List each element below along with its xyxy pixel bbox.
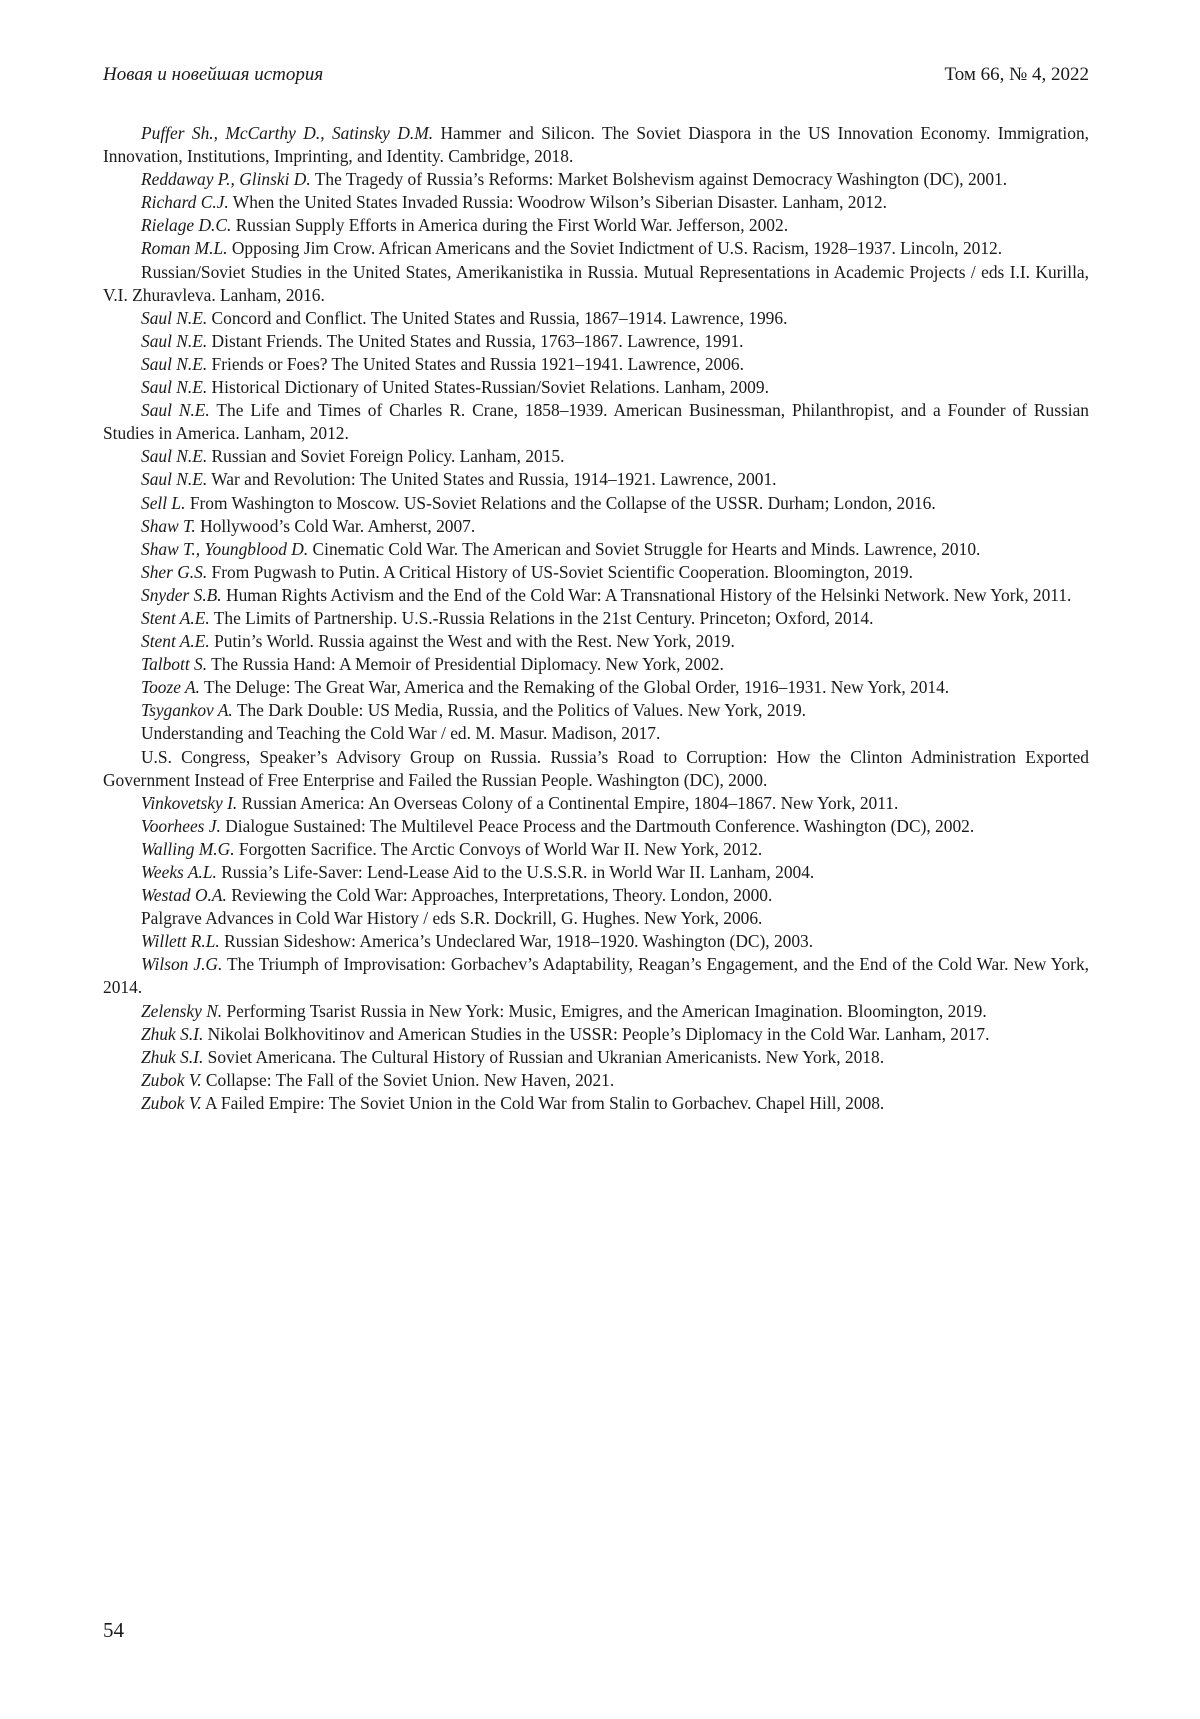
reference-text: The Tragedy of Russia’s Reforms: Market Bolshevism against Democracy Washington (DC), 2001. xyxy=(315,169,1007,189)
reference-author: Zubok V. xyxy=(141,1093,202,1113)
reference-text: Understanding and Teaching the Cold War / ed. M. Masur. Madison, 2017. xyxy=(141,723,660,743)
reference-text: Reviewing the Cold War: Approaches, Interpretations, Theory. London, 2000. xyxy=(231,885,772,905)
reference-author: Zhuk S.I. xyxy=(141,1047,203,1067)
reference-entry xyxy=(103,653,1089,676)
volume-info: Том 66, № 4, 2022 xyxy=(945,64,1089,86)
reference-entry xyxy=(103,838,1089,861)
reference-author: Zubok V. xyxy=(141,1070,202,1090)
reference-entry xyxy=(103,538,1089,561)
reference-author: Snyder S.B. xyxy=(141,585,222,605)
reference-author: Sell L. xyxy=(141,493,185,513)
reference-entry xyxy=(103,515,1089,538)
reference-entry xyxy=(103,815,1089,838)
reference-text: The Deluge: The Great War, America and the Remaking of the Global Order, 1916–1931. New York, 2014. xyxy=(204,677,949,697)
reference-author: Saul N.E. xyxy=(141,469,207,489)
reference-author: Vinkovetsky I. xyxy=(141,793,237,813)
journal-title: Новая и новейшая история xyxy=(103,64,323,86)
reference-entry xyxy=(103,399,1089,445)
reference-entry xyxy=(103,792,1089,815)
reference-entry xyxy=(103,746,1089,792)
reference-entry xyxy=(103,676,1089,699)
reference-entry xyxy=(103,722,1089,745)
reference-text: Performing Tsarist Russia in New York: Music, Emigres, and the American Imagination. Bloomington, 2019. xyxy=(227,1001,987,1021)
reference-text: Russian Supply Efforts in America during the First World War. Jefferson, 2002. xyxy=(236,215,788,235)
reference-entry xyxy=(103,607,1089,630)
reference-author: Stent A.E. xyxy=(141,631,210,651)
reference-text: Hollywood’s Cold War. Amherst, 2007. xyxy=(200,516,475,536)
reference-text: Collapse: The Fall of the Soviet Union. New Haven, 2021. xyxy=(206,1070,614,1090)
reference-entry xyxy=(103,237,1089,260)
reference-author: Saul N.E. xyxy=(141,446,207,466)
reference-text: The Dark Double: US Media, Russia, and the Politics of Values. New York, 2019. xyxy=(237,700,806,720)
reference-author: Willett R.L. xyxy=(141,931,220,951)
reference-text: Forgotten Sacrifice. The Arctic Convoys of World War II. New York, 2012. xyxy=(239,839,762,859)
reference-entry xyxy=(103,168,1089,191)
reference-author: Saul N.E. xyxy=(141,354,207,374)
reference-entry xyxy=(103,492,1089,515)
reference-text: Russian/Soviet Studies in the United States, Amerikanistika in Russia. Mutual Representations in Academic Projects / eds I.I. Kurilla, V.I. Zhuravleva. Lanham, 2016. xyxy=(103,262,1089,305)
reference-text: The Triumph of Improvisation: Gorbachev’s Adaptability, Reagan’s Engagement, and the End of the Cold War. New York, 2014. xyxy=(103,954,1089,997)
reference-entry xyxy=(103,699,1089,722)
reference-text: Historical Dictionary of United States-Russian/Soviet Relations. Lanham, 2009. xyxy=(212,377,769,397)
reference-author: Saul N.E. xyxy=(141,377,207,397)
reference-text: Russian and Soviet Foreign Policy. Lanham, 2015. xyxy=(212,446,565,466)
reference-entry xyxy=(103,330,1089,353)
reference-text: The Limits of Partnership. U.S.-Russia Relations in the 21st Century. Princeton; Oxford, 2014. xyxy=(214,608,874,628)
reference-author: Puffer Sh., McCarthy D., Satinsky D.M. xyxy=(141,123,433,143)
reference-list xyxy=(103,122,1089,1115)
reference-entry xyxy=(103,1092,1089,1115)
reference-text: A Failed Empire: The Soviet Union in the Cold War from Stalin to Gorbachev. Chapel Hill, 2008. xyxy=(205,1093,884,1113)
reference-text: War and Revolution: The United States and Russia, 1914–1921. Lawrence, 2001. xyxy=(211,469,776,489)
reference-text: Soviet Americana. The Cultural History of Russian and Ukranian Americanists. New York, 2018. xyxy=(208,1047,884,1067)
reference-author: Tooze A. xyxy=(141,677,200,697)
running-header xyxy=(103,64,1089,86)
reference-text: Russian Sideshow: America’s Undeclared War, 1918–1920. Washington (DC), 2003. xyxy=(224,931,813,951)
reference-author: Zelensky N. xyxy=(141,1001,222,1021)
reference-text: Cinematic Cold War. The American and Soviet Struggle for Hearts and Minds. Lawrence, 2010. xyxy=(313,539,981,559)
reference-author: Zhuk S.I. xyxy=(141,1024,203,1044)
reference-author: Reddaway P., Glinski D. xyxy=(141,169,311,189)
reference-entry xyxy=(103,630,1089,653)
reference-text: Palgrave Advances in Cold War History / eds S.R. Dockrill, G. Hughes. New York, 2006. xyxy=(141,908,762,928)
reference-author: Saul N.E. xyxy=(141,331,207,351)
reference-text: The Russia Hand: A Memoir of Presidential Diplomacy. New York, 2002. xyxy=(211,654,724,674)
reference-entry xyxy=(103,214,1089,237)
reference-author: Stent A.E. xyxy=(141,608,210,628)
reference-entry xyxy=(103,1000,1089,1023)
reference-entry xyxy=(103,261,1089,307)
reference-entry xyxy=(103,468,1089,491)
reference-text: Nikolai Bolkhovitinov and American Studies in the USSR: People’s Diplomacy in the Cold War. Lanham, 2017. xyxy=(208,1024,990,1044)
reference-text: Russia’s Life-Saver: Lend-Lease Aid to the U.S.S.R. in World War II. Lanham, 2004. xyxy=(221,862,814,882)
reference-text: Russian America: An Overseas Colony of a Continental Empire, 1804–1867. New York, 2011. xyxy=(242,793,899,813)
reference-author: Wilson J.G. xyxy=(141,954,222,974)
reference-text: Friends or Foes? The United States and Russia 1921–1941. Lawrence, 2006. xyxy=(212,354,744,374)
reference-author: Talbott S. xyxy=(141,654,207,674)
reference-text: Distant Friends. The United States and Russia, 1763–1867. Lawrence, 1991. xyxy=(212,331,744,351)
reference-entry xyxy=(103,1023,1089,1046)
reference-author: Shaw T. xyxy=(141,516,196,536)
reference-entry xyxy=(103,1046,1089,1069)
reference-author: Rielage D.C. xyxy=(141,215,231,235)
reference-author: Roman M.L. xyxy=(141,238,227,258)
reference-entry xyxy=(103,1069,1089,1092)
reference-entry xyxy=(103,445,1089,468)
reference-entry xyxy=(103,884,1089,907)
reference-entry xyxy=(103,584,1089,607)
reference-author: Walling M.G. xyxy=(141,839,235,859)
reference-text: Putin’s World. Russia against the West and with the Rest. New York, 2019. xyxy=(214,631,735,651)
reference-author: Westad O.A. xyxy=(141,885,227,905)
reference-entry xyxy=(103,376,1089,399)
reference-text: Hammer and Silicon. The Soviet Diaspora in the US Innovation Economy. Immigration, Innovation, Institutions, Imprinting, and Identity. Cambridge, 2018. xyxy=(103,123,1089,166)
reference-text: The Life and Times of Charles R. Crane, 1858–1939. American Businessman, Philanthropist, and a Founder of Russian Studies in America. Lanham, 2012. xyxy=(103,400,1089,443)
reference-entry xyxy=(103,953,1089,999)
reference-author: Shaw T., Youngblood D. xyxy=(141,539,308,559)
reference-entry xyxy=(103,353,1089,376)
reference-text: Concord and Conflict. The United States and Russia, 1867–1914. Lawrence, 1996. xyxy=(212,308,788,328)
reference-text: U.S. Congress, Speaker’s Advisory Group on Russia. Russia’s Road to Corruption: How the Clinton Administration Exported Government Instead of Free Enterprise and Failed the Russian People. Washington (DC), 2000. xyxy=(103,747,1089,790)
reference-author: Tsygankov A. xyxy=(141,700,233,720)
reference-entry xyxy=(103,191,1089,214)
page-number: 54 xyxy=(103,1618,124,1643)
reference-text: From Washington to Moscow. US-Soviet Relations and the Collapse of the USSR. Durham; London, 2016. xyxy=(190,493,936,513)
reference-author: Saul N.E. xyxy=(141,400,210,420)
reference-entry xyxy=(103,561,1089,584)
reference-entry xyxy=(103,307,1089,330)
reference-author: Richard C.J. xyxy=(141,192,229,212)
reference-text: From Pugwash to Putin. A Critical History of US-Soviet Scientific Cooperation. Bloomington, 2019. xyxy=(212,562,913,582)
reference-entry xyxy=(103,861,1089,884)
reference-entry xyxy=(103,930,1089,953)
reference-entry xyxy=(103,907,1089,930)
reference-text: Opposing Jim Crow. African Americans and the Soviet Indictment of U.S. Racism, 1928–1937. Lincoln, 2012. xyxy=(232,238,1002,258)
reference-author: Sher G.S. xyxy=(141,562,207,582)
reference-author: Saul N.E. xyxy=(141,308,207,328)
reference-text: Human Rights Activism and the End of the Cold War: A Transnational History of the Helsinki Network. New York, 2011. xyxy=(226,585,1071,605)
reference-text: When the United States Invaded Russia: Woodrow Wilson’s Siberian Disaster. Lanham, 2012. xyxy=(233,192,887,212)
reference-author: Weeks A.L. xyxy=(141,862,217,882)
reference-text: Dialogue Sustained: The Multilevel Peace Process and the Dartmouth Conference. Washington (DC), 2002. xyxy=(225,816,974,836)
reference-entry xyxy=(103,122,1089,168)
reference-author: Voorhees J. xyxy=(141,816,221,836)
